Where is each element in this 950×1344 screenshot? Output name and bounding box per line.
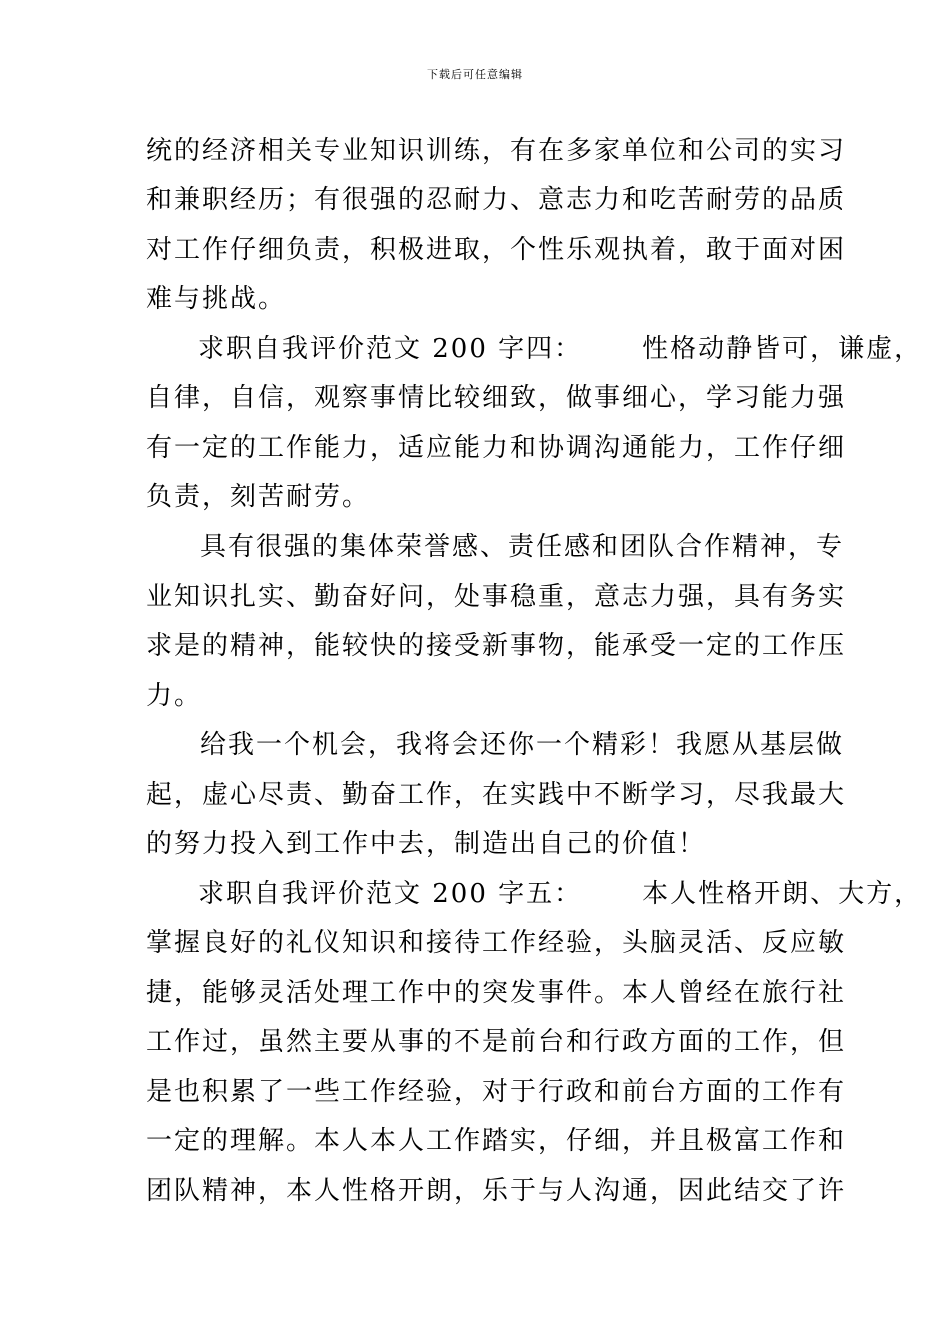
section-heading: 求职自我评价范文 200 字五： [198,879,583,909]
text-line: 是也积累了一些工作经验，对于行政和前台方面的工作有 [146,1077,847,1107]
text-line: 负责，刻苦耐劳。 [146,482,371,512]
text-line: 团队精神，本人性格开朗，乐于与人沟通，因此结交了许 [146,1176,847,1206]
text-line: 掌握良好的礼仪知识和接待工作经验，头脑灵活、反应敏 [146,928,847,958]
text-line: 工作过，虽然主要从事的不是前台和行政方面的工作，但 [146,1027,847,1057]
text-line: 有一定的工作能力，适应能力和协调沟通能力，工作仔细 [146,433,847,463]
section-heading-continuation: 性格动静皆可，谦虚， [642,334,923,364]
section-heading-line [198,879,922,909]
text-line: 求是的精神，能较快的接受新事物，能承受一定的工作压 [146,631,847,661]
text-line: 业知识扎实、勤奋好问，处事稳重，意志力强，具有务实 [146,582,847,612]
text-line: 对工作仔细负责，积极进取，个性乐观执着，敢于面对困 [146,235,847,265]
text-line: 难与挑战。 [146,284,287,314]
page-header: 下载后可任意编辑 [427,68,523,81]
text-line: 统的经济相关专业知识训练，有在多家单位和公司的实习 [146,136,847,166]
section-heading-continuation: 本人性格开朗、大方， [642,879,923,909]
text-line: 的努力投入到工作中去，制造出自己的价值！ [146,829,707,859]
text-line: 给我一个机会，我将会还你一个精彩！我愿从基层做 [200,730,845,760]
section-heading-line [198,334,922,364]
text-line: 起，虚心尽责、勤奋工作，在实践中不断学习，尽我最大 [146,780,847,810]
text-line: 自律，自信，观察事情比较细致，做事细心，学习能力强 [146,383,847,413]
text-line: 力。 [146,681,203,711]
text-line: 和兼职经历；有很强的忍耐力、意志力和吃苦耐劳的品质 [146,185,847,215]
text-line: 一定的理解。本人本人工作踏实，仔细，并且极富工作和 [146,1126,847,1156]
text-line: 具有很强的集体荣誉感、责任感和团队合作精神，专 [200,532,845,562]
text-line: 捷，能够灵活处理工作中的突发事件。本人曾经在旅行社 [146,978,847,1008]
section-heading: 求职自我评价范文 200 字四： [198,334,583,364]
